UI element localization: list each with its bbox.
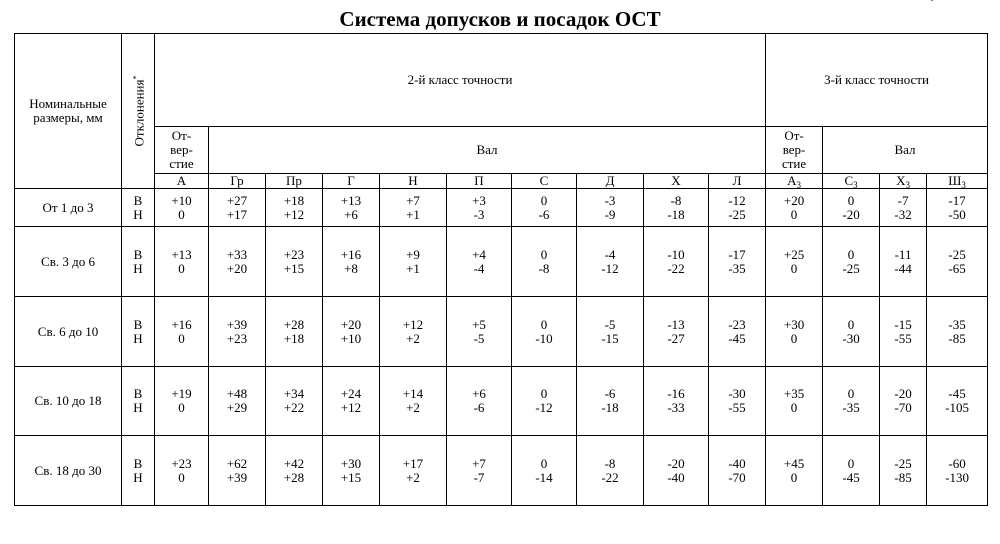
- class3-value-cell: 0 -20: [823, 189, 880, 227]
- class2-value-cell: -8 -18: [644, 189, 709, 227]
- header-row-fits: [15, 174, 988, 189]
- class2-value-cell: +23 +15: [266, 227, 323, 297]
- class3-value-cell: 0 -30: [823, 297, 880, 367]
- class2-value-cell: 0 -12: [512, 367, 577, 436]
- class2-value-cell: -5 -15: [577, 297, 644, 367]
- table-row: [15, 367, 988, 436]
- class3-value-cell: 0 -35: [823, 367, 880, 436]
- class2-header: 2-й класс точности: [155, 34, 766, 127]
- class2-value-cell: +17 +2: [380, 436, 447, 506]
- class2-value-cell: 0 -6: [512, 189, 577, 227]
- fit-header-class2: Г: [323, 174, 380, 189]
- class2-value-cell: +19 0: [155, 367, 209, 436]
- fit-header-class2: С: [512, 174, 577, 189]
- class3-value-cell: -60 -130: [927, 436, 988, 506]
- fit-header-class3: $Х_3$: [880, 174, 927, 189]
- class2-value-cell: 0 -8: [512, 227, 577, 297]
- class2-value-cell: +16 0: [155, 297, 209, 367]
- class3-value-cell: +35 0: [766, 367, 823, 436]
- tolerance-table: [14, 33, 988, 506]
- class2-value-cell: 0 -14: [512, 436, 577, 506]
- size-range-cell: Св. 10 до 18: [15, 367, 122, 436]
- class3-value-cell: +30 0: [766, 297, 823, 367]
- class2-value-cell: +13 0: [155, 227, 209, 297]
- class2-value-cell: -12 -25: [709, 189, 766, 227]
- class2-value-cell: -16 -33: [644, 367, 709, 436]
- class2-value-cell: +5 -5: [447, 297, 512, 367]
- size-range-cell: Св. 3 до 6: [15, 227, 122, 297]
- fit-header-class2: Н: [380, 174, 447, 189]
- class2-value-cell: +24 +12: [323, 367, 380, 436]
- class3-value-cell: +20 0: [766, 189, 823, 227]
- deviation-cell: В Н: [122, 227, 155, 297]
- class3-header: 3-й класс точности: [766, 34, 988, 127]
- class3-value-cell: +45 0: [766, 436, 823, 506]
- class2-value-cell: -8 -22: [577, 436, 644, 506]
- class2-value-cell: +20 +10: [323, 297, 380, 367]
- class3-value-cell: +25 0: [766, 227, 823, 297]
- class2-value-cell: -4 -12: [577, 227, 644, 297]
- class2-value-cell: +9 +1: [380, 227, 447, 297]
- size-range-cell: Св. 6 до 10: [15, 297, 122, 367]
- class3-hole-header: От- вер- стие: [766, 127, 823, 174]
- table-row: [15, 436, 988, 506]
- deviation-cell: В Н: [122, 367, 155, 436]
- class3-value-cell: -11 -44: [880, 227, 927, 297]
- fit-header-class3: $А_3$: [766, 174, 823, 189]
- deviation-header-text: Отклонения*: [131, 75, 147, 147]
- class2-value-cell: +16 +8: [323, 227, 380, 297]
- class2-value-cell: +42 +28: [266, 436, 323, 506]
- fit-header-class2: Пр: [266, 174, 323, 189]
- size-range-cell: От 1 до 3: [15, 189, 122, 227]
- class3-shaft-header: Вал: [823, 127, 988, 174]
- fit-header-class2: А: [155, 174, 209, 189]
- class2-value-cell: 0 -10: [512, 297, 577, 367]
- class2-value-cell: -3 -9: [577, 189, 644, 227]
- table-row: [15, 297, 988, 367]
- deviation-header: [122, 34, 155, 189]
- class2-value-cell: +27 +17: [209, 189, 266, 227]
- header-row-types: [15, 127, 988, 174]
- size-range-cell: Св. 18 до 30: [15, 436, 122, 506]
- table-row: [15, 227, 988, 297]
- class2-value-cell: +30 +15: [323, 436, 380, 506]
- class2-value-cell: +33 +20: [209, 227, 266, 297]
- class2-value-cell: +23 0: [155, 436, 209, 506]
- class2-value-cell: -20 -40: [644, 436, 709, 506]
- class3-value-cell: 0 -25: [823, 227, 880, 297]
- class2-value-cell: -23 -45: [709, 297, 766, 367]
- class2-value-cell: -17 -35: [709, 227, 766, 297]
- deviation-cell: В Н: [122, 189, 155, 227]
- fit-header-class2: П: [447, 174, 512, 189]
- class2-value-cell: +7 +1: [380, 189, 447, 227]
- fit-header-class2: Л: [709, 174, 766, 189]
- class3-value-cell: -35 -85: [927, 297, 988, 367]
- header-row-classes: [15, 34, 988, 127]
- class2-value-cell: +14 +2: [380, 367, 447, 436]
- class2-value-cell: +28 +18: [266, 297, 323, 367]
- deviation-cell: В Н: [122, 436, 155, 506]
- deviation-cell: В Н: [122, 297, 155, 367]
- class3-value-cell: -25 -85: [880, 436, 927, 506]
- class3-value-cell: -45 -105: [927, 367, 988, 436]
- class2-value-cell: +10 0: [155, 189, 209, 227]
- class2-value-cell: +12 +2: [380, 297, 447, 367]
- class2-value-cell: -30 -55: [709, 367, 766, 436]
- class2-value-cell: +39 +23: [209, 297, 266, 367]
- class2-value-cell: +13 +6: [323, 189, 380, 227]
- class2-value-cell: +4 -4: [447, 227, 512, 297]
- class2-value-cell: +6 -6: [447, 367, 512, 436]
- class2-hole-header: От- вер- стие: [155, 127, 209, 174]
- corner-mark: [931, 0, 945, 3]
- fit-header-class2: Х: [644, 174, 709, 189]
- fit-header-class2: Д: [577, 174, 644, 189]
- fit-header-class3: $Ш_3$: [927, 174, 988, 189]
- nominal-size-header: Номинальные размеры, мм: [15, 34, 122, 189]
- table-row: [15, 189, 988, 227]
- class2-value-cell: -10 -22: [644, 227, 709, 297]
- class3-value-cell: -17 -50: [927, 189, 988, 227]
- class3-value-cell: -20 -70: [880, 367, 927, 436]
- class2-value-cell: +18 +12: [266, 189, 323, 227]
- class2-value-cell: +48 +29: [209, 367, 266, 436]
- page-title: Система допусков и посадок ОСТ: [339, 7, 661, 31]
- class2-value-cell: +62 +39: [209, 436, 266, 506]
- class3-value-cell: 0 -45: [823, 436, 880, 506]
- class3-value-cell: -7 -32: [880, 189, 927, 227]
- class2-value-cell: -40 -70: [709, 436, 766, 506]
- class2-value-cell: +7 -7: [447, 436, 512, 506]
- class2-shaft-header: Вал: [209, 127, 766, 174]
- class2-value-cell: +34 +22: [266, 367, 323, 436]
- fit-header-class2: Гр: [209, 174, 266, 189]
- class2-value-cell: -13 -27: [644, 297, 709, 367]
- class3-value-cell: -15 -55: [880, 297, 927, 367]
- fit-header-class3: $С_3$: [823, 174, 880, 189]
- class2-value-cell: +3 -3: [447, 189, 512, 227]
- class3-value-cell: -25 -65: [927, 227, 988, 297]
- class2-value-cell: -6 -18: [577, 367, 644, 436]
